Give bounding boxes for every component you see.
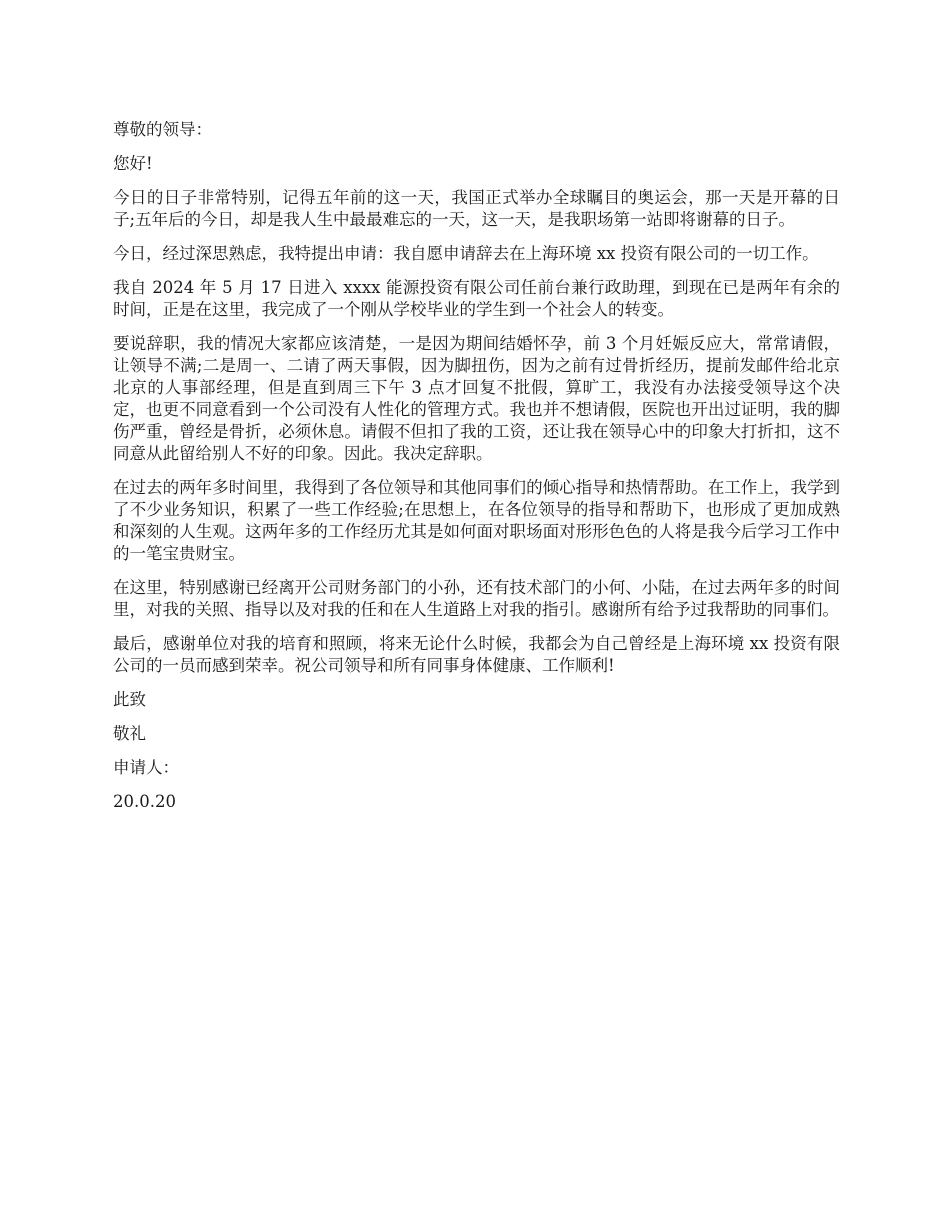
paragraph-thanks-colleagues: 在这里，特别感谢已经离开公司财务部门的小孙，还有技术部门的小何、小陆，在过去两年多的时间里，对我的关照、指导以及对我的任和在人生道路上对我的指引。感谢所有给予过我帮助的同事们。	[113, 578, 840, 619]
regards: 敬礼	[113, 724, 146, 743]
closing: 此致	[113, 690, 146, 709]
paragraph-final: 最后，感谢单位对我的培育和照顾，将来无论什么时候，我都会为自己曾经是上海环境 xx 投资有限公司的一员而感到荣幸。祝公司领导和所有同事身体健康、工作顺利!	[113, 634, 840, 675]
paragraph-request: 今日，经过深思熟虑，我特提出申请：我自愿申请辞去在上海环境 xx 投资有限公司的一切工作。	[113, 244, 819, 263]
paragraph-opening: 今日的日子非常特别，记得五年前的这一天，我国正式举办全球瞩目的奥运会，那一天是开幕的日子;五年后的今日，却是我人生中最最难忘的一天，这一天，是我职场第一站即将谢幕的日子。	[113, 188, 840, 229]
salutation: 尊敬的领导：	[113, 120, 212, 139]
paragraph-reasons: 要说辞职，我的情况大家都应该清楚，一是因为期间结婚怀孕，前 3 个月妊娠反应大，常常请假，让领导不满;二是周一、二请了两天事假，因为脚扭伤，因为之前有过骨折经历，提前发邮件给北京北京的人事部经理，但是直到周三下午 3 点才回复不批假，算旷工，我没有办法接受领导这个决定，也更不同意看到一个公司没有人性化的管理方式。我也并不想请假，医院也开出过证明，我的脚伤严重，曾经是骨折，必须休息。请假不但扣了我的工资，还让我在领导心中的印象大打折扣，这不同意从此留给别人不好的印象。因此。我决定辞职。	[113, 334, 840, 463]
paragraph-gratitude: 在过去的两年多时间里，我得到了各位领导和其他同事们的倾心指导和热情帮助。在工作上，我学到了不少业务知识，积累了一些工作经验;在思想上，在各位领导的指导和帮助下，也形成了更加成熟和深刻的人生观。这两年多的工作经历尤其是如何面对职场面对形形色色的人将是我今后学习工作中的一笔宝贵财宝。	[113, 478, 840, 563]
letter-body	[113, 119, 840, 825]
applicant-label: 申请人：	[113, 758, 179, 777]
paragraph-employment: 我自 2024 年 5 月 17 日进入 xxxx 能源投资有限公司任前台兼行政助理，到现在已是两年有余的时间，正是在这里，我完成了一个刚从学校毕业的学生到一个社会人的转变。	[113, 278, 840, 319]
date: 20.0.20	[113, 792, 176, 811]
greeting: 您好!	[113, 154, 153, 173]
